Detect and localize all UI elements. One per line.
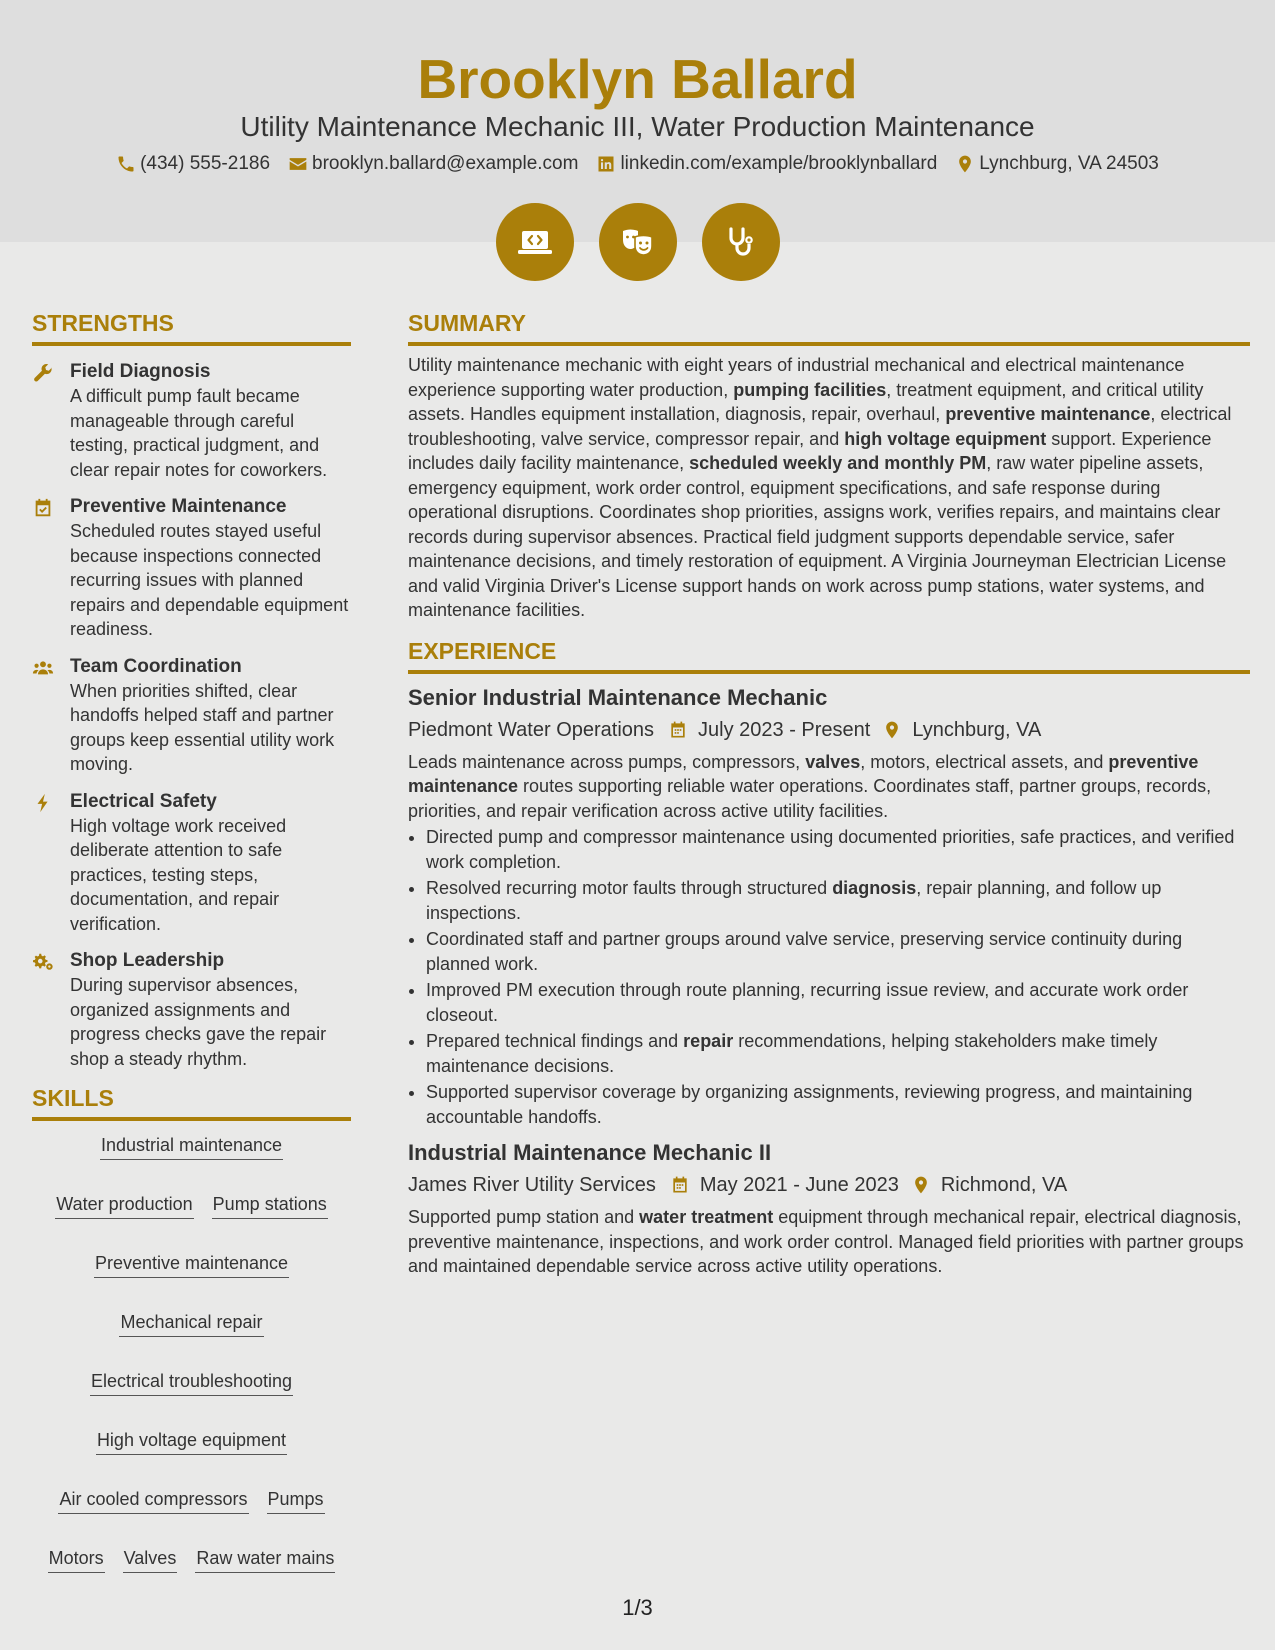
job-dates: May 2021 - June 2023 [699,1174,899,1196]
calendar-check-icon [32,497,54,519]
job-dates: July 2023 - Present [698,718,871,741]
job-bullet: • Prepared technical findings and repair recommendations, helping stakeholders make timely maintenance decisions. [426,1029,1250,1078]
emphasis-text: preventive maintenance [408,751,1199,796]
map-pin-icon [882,720,902,740]
skill-tag: Industrial maintenance [100,1133,283,1160]
contact-email[interactable] [288,152,578,176]
strength-title: Electrical Safety [70,790,217,812]
emphasis-text: high voltage equipment [844,428,1047,449]
linkedin-text: linkedin.com/example/brooklynballard [620,153,938,174]
skill-tag: Mechanical repair [119,1310,263,1337]
job-meta [408,715,1250,745]
job-bullet: • Improved PM execution through route planning, recurring issue review, and accurate work order closeout. [426,978,1250,1027]
skills-heading: SKILLS [32,1084,351,1121]
job-bullet: • Resolved recurring motor faults through structured diagnosis, repair planning, and follow up inspections. [426,876,1250,925]
linkedin-icon [596,154,616,174]
contact-bar [0,152,1275,176]
strength-desc: High voltage work received deliberate attention to safe practices, testing steps, documentation, and repair verification. [70,815,287,934]
job-company: James River Utility Services [408,1174,656,1196]
wrench-icon [32,362,54,384]
strength-desc: A difficult pump fault became manageable through careful testing, practical judgment, and clear repair notes for coworkers. [70,386,328,480]
users-icon [32,657,54,679]
candidate-name: Brooklyn Ballard [417,48,858,110]
strength-item [32,790,351,937]
skill-tag: Pump stations [212,1192,328,1219]
strengths-heading: STRENGTHS [32,309,351,346]
strength-desc: During supervisor absences, organized assignments and progress checks gave the repair shop a steady rhythm. [70,975,327,1069]
contact-location [955,152,1159,176]
emphasis-text: repair [683,1031,734,1051]
skill-tag: High voltage equipment [96,1428,287,1455]
strength-item [32,655,351,777]
job-description: Leads maintenance across pumps, compressors, valves, motors, electrical assets, and preventive maintenance routes supporting reliable water operations. Coordinates staff, partner groups, records, priorities, and repair verification across active utility facilities. [408,751,1212,821]
skill-tag: Air cooled compressors [58,1487,248,1514]
contact-linkedin[interactable] [596,152,937,176]
job-meta [408,1170,1250,1200]
badge-masks-theater [599,203,677,281]
map-pin-icon [911,1175,931,1195]
strength-desc: When priorities shifted, clear handoffs helped staff and partner groups keep essential utility work moving. [70,680,335,774]
skill-tag: Raw water mains [195,1546,335,1573]
laptop-code-icon [515,222,555,262]
badge-stethoscope [702,203,780,281]
email-text: brooklyn.ballard@example.com [312,153,579,174]
job-bullet: • Directed pump and compressor maintenance using documented priorities, safe practices, and verified work completion. [426,825,1250,874]
skill-tag: Preventive maintenance [94,1251,289,1278]
skill-tag: Electrical troubleshooting [90,1369,293,1396]
job-company: Piedmont Water Operations [408,718,655,741]
strength-item [32,495,351,642]
strengths-list [32,360,351,1071]
strength-title: Preventive Maintenance [70,496,287,517]
emphasis-text: preventive maintenance [945,404,1151,424]
emphasis-text: diagnosis [832,878,917,898]
job-bullets [408,825,1250,1129]
right-column [408,309,1250,1279]
location-text: Lynchburg, VA 24503 [979,153,1159,174]
phone-text: (434) 555-2186 [140,153,271,174]
emphasis-text: pumping facilities [733,379,887,400]
job-bullet: • Coordinated staff and partner groups around valve service, preserving service continuity during planned work. [426,927,1250,976]
skill-tag: Water production [55,1192,193,1219]
summary-text: Utility maintenance mechanic with eight years of industrial mechanical and electrical maintenance experience supporting water production, pumping facilities, treatment equipment, and critical utility assets. Handles equipment installation, diagnosis, repair, overhaul, preventive maintenance, electrical troubleshooting, valve service, compressor repair, and high voltage equipment support. Experience includes daily facility maintenance, scheduled weekly and monthly PM, raw water pipeline assets, emergency equipment, work order control, equipment specifications, and safe response during operational disruptions. Coordinates shop priorities, assigns work, verifies repairs, and maintains clear records during supervisor absences. Practical field judgment supports dependable service, safer maintenance decisions, and timely restoration of equipment. A Virginia Journeyman Electrician License and valid Virginia Driver's License support hands on work across pump stations, water systems, and maintenance facilities. [408,355,1232,620]
emphasis-text: scheduled weekly and monthly PM [689,453,987,473]
job-role: Utility Maintenance Mechanic III, Water Production Maintenance [240,111,1035,142]
job-entry [408,683,1250,1130]
skills-list [32,1133,351,1573]
map-pin-icon [955,154,975,174]
contact-phone[interactable] [116,152,270,176]
skill-tag: Motors [48,1546,105,1573]
masks-theater-icon [618,222,658,262]
strength-title: Shop Leadership [70,950,225,971]
summary-heading: SUMMARY [408,309,1250,346]
emphasis-text: valves [805,751,861,772]
emphasis-text: water treatment [639,1207,774,1227]
job-bullet: • Supported supervisor coverage by organizing assignments, reviewing progress, and maintaining accountable handoffs. [426,1080,1250,1129]
skill-tag: Valves [123,1546,178,1573]
strength-desc: Scheduled routes stayed useful because inspections connected recurring issues with planned repairs and dependable equipment readiness. [70,521,349,639]
page-number: 1/3 [622,1595,653,1620]
interest-badges [0,203,1275,281]
calendar-icon [670,1175,690,1195]
phone-icon [116,154,136,174]
left-column [32,309,351,1573]
envelope-icon [288,154,308,174]
job-entry [408,1138,1250,1279]
strength-title: Field Diagnosis [70,361,211,382]
strength-item [32,360,351,482]
experience-heading: EXPERIENCE [408,637,1250,674]
gears-icon [32,951,54,973]
job-description: Supported pump station and water treatment equipment through mechanical repair, electrical diagnosis, preventive maintenance, inspections, and work order control. Managed field priorities with partner groups and maintained dependable service across active utility operations. [408,1207,1244,1276]
job-location: Lynchburg, VA [912,718,1042,741]
bolt-icon [32,792,54,814]
strength-title: Team Coordination [70,655,242,677]
calendar-icon [668,720,688,740]
job-title: Senior Industrial Maintenance Mechanic [408,684,828,710]
strength-item [32,949,351,1071]
stethoscope-icon [721,222,761,262]
job-location: Richmond, VA [940,1174,1068,1196]
job-title: Industrial Maintenance Mechanic II [408,1140,772,1165]
skill-tag: Pumps [267,1487,325,1514]
badge-laptop-code [496,203,574,281]
